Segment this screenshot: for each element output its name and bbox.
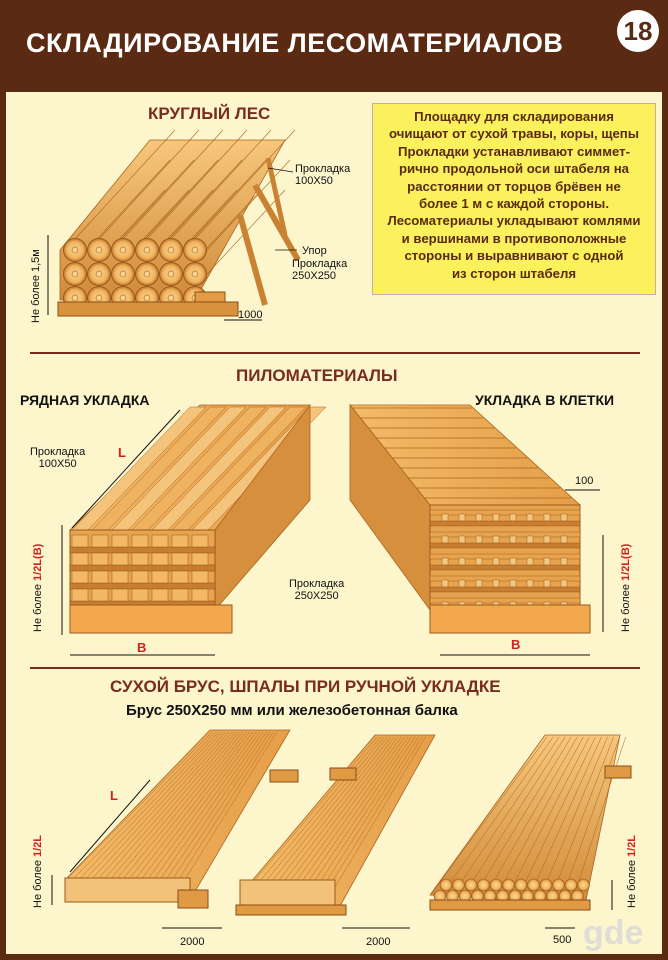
- row-board-end: [192, 535, 208, 547]
- cage-cross-end: [459, 536, 465, 543]
- cage-cross-end: [510, 558, 516, 565]
- row-board-end: [152, 553, 168, 565]
- poster-title: СКЛАДИРОВАНИЕ ЛЕСОМАТЕРИАЛОВ: [26, 28, 564, 58]
- row-board-end: [72, 535, 88, 547]
- log-end: [136, 239, 159, 262]
- label-stop: Упор: [302, 245, 327, 257]
- cage-cross-end: [442, 536, 448, 543]
- cage-dimension: 100: [575, 475, 594, 487]
- row-board-end: [172, 589, 188, 601]
- cage-layer: [430, 532, 580, 537]
- log-end: [88, 263, 111, 286]
- row-board-end: [152, 589, 168, 601]
- log-end: [184, 239, 207, 262]
- beam3-log-end: [440, 879, 452, 891]
- cage-cross-end: [493, 514, 499, 521]
- beams-dim-3: 500: [553, 934, 572, 946]
- cage-cross-end: [442, 514, 448, 521]
- cage-stacking-title: УКЛАДКА В КЛЕТКИ: [475, 392, 615, 408]
- row-board-end: [132, 535, 148, 547]
- info-lines: [379, 108, 649, 282]
- row-height-limit-value: 1/2L(B): [32, 543, 44, 581]
- round-timber-stack: [48, 130, 298, 320]
- row-stacking-title: РЯДНАЯ УКЛАДКА: [20, 392, 150, 408]
- log-end: [184, 263, 207, 286]
- info-line: стороны и выравнивают с одной: [404, 248, 624, 264]
- beams-height-left-value: 1/2L: [32, 834, 44, 857]
- beam3-spacer-top: [605, 766, 631, 778]
- beams-height-limit-left: [32, 835, 44, 908]
- beam3-log-end: [465, 879, 477, 891]
- cage-layer: [430, 543, 580, 548]
- cage-layer: [430, 565, 580, 570]
- cage-stacking-stack: [350, 405, 603, 655]
- beam1-spacer-top: [270, 770, 298, 782]
- beams-title: СУХОЙ БРУС, ШПАЛЫ ПРИ РУЧНОЙ УКЛАДКЕ: [110, 677, 501, 696]
- row-height-limit: [32, 544, 44, 632]
- beam3-log-end: [490, 879, 502, 891]
- beam3-log-end: [515, 879, 527, 891]
- beams-height-limit-right: [626, 835, 638, 908]
- row-base-spacer: [70, 605, 232, 633]
- log-end: [160, 239, 183, 262]
- cage-cross-end: [561, 536, 567, 543]
- row-board-end: [72, 553, 88, 565]
- row-length-label: L: [118, 445, 126, 460]
- log-end: [64, 239, 87, 262]
- beam1-top: [65, 730, 290, 900]
- cage-cross-end: [527, 558, 533, 565]
- beams-height-left-text: Не более: [32, 856, 44, 908]
- info-box: [372, 103, 656, 295]
- cage-cross-end: [442, 580, 448, 587]
- beam2-spacer-top: [330, 768, 356, 780]
- cage-cross-end: [527, 580, 533, 587]
- cage-cross-end: [561, 514, 567, 521]
- cage-base-spacer: [430, 605, 590, 633]
- row-height-limit-text: Не более: [32, 580, 44, 632]
- row-spacer-strip: [70, 565, 215, 571]
- row-board-end: [132, 589, 148, 601]
- info-line: Лесоматериалы укладывают комлями: [387, 213, 641, 229]
- row-width-label: B: [137, 640, 147, 655]
- cage-cross-end: [544, 536, 550, 543]
- watermark: gde: [583, 914, 644, 952]
- cage-layer: [430, 598, 580, 603]
- cage-layer: [430, 587, 580, 592]
- row-front-layers: [70, 535, 215, 607]
- round-timber-title: КРУГЛЫЙ ЛЕС: [148, 104, 271, 123]
- cage-cross-end: [544, 558, 550, 565]
- info-line: Площадку для складирования: [414, 109, 614, 124]
- cage-cross-end: [510, 580, 516, 587]
- label-spacer-large: Прокладка 250Х250: [292, 258, 348, 282]
- info-line: рично продольной оси штабеля на: [398, 161, 630, 177]
- row-label-spacer-small: Прокладка 100Х50: [30, 446, 86, 470]
- cage-height-limit: [620, 544, 632, 632]
- beam3-log-end: [578, 879, 590, 891]
- row-board-end: [192, 589, 208, 601]
- beam3-log-end: [553, 879, 565, 891]
- row-board-end: [192, 553, 208, 565]
- cage-cross-end: [561, 580, 567, 587]
- info-line: Прокладки устанавливают симмет-: [398, 143, 630, 159]
- row-spacer-strip: [70, 583, 215, 589]
- beam3-log-end: [478, 879, 490, 891]
- row-board-end: [172, 553, 188, 565]
- cage-layer: [430, 521, 580, 526]
- beam3-log-end: [528, 879, 540, 891]
- cage-cross-end: [476, 514, 482, 521]
- row-board-end: [112, 535, 128, 547]
- cage-cross-end: [510, 514, 516, 521]
- cage-cross-end: [442, 558, 448, 565]
- cage-cross-end: [527, 536, 533, 543]
- divider-2: [30, 667, 640, 669]
- row-label-spacer-large: Прокладка 250Х250: [289, 578, 345, 602]
- beams-length-label: L: [110, 788, 118, 803]
- round-height-limit: Не более 1,5м: [30, 249, 42, 323]
- cage-cross-end: [476, 536, 482, 543]
- label-spacer-small: Прокладка 100Х50: [295, 163, 351, 187]
- log-end: [136, 263, 159, 286]
- cage-width-label: B: [511, 637, 521, 652]
- row-spacer-strip: [70, 547, 215, 553]
- log-end: [160, 263, 183, 286]
- beam3-log-end: [565, 879, 577, 891]
- beam-stack-3: [430, 735, 631, 928]
- row-board-end: [112, 571, 128, 583]
- row-board-end: [72, 589, 88, 601]
- info-line: из сторон штабеля: [451, 265, 577, 281]
- stop-post-1: [240, 215, 265, 305]
- beam3-log-end: [453, 879, 465, 891]
- row-board-end: [112, 553, 128, 565]
- cage-cross-end: [510, 536, 516, 543]
- beams-height-right-value: 1/2L: [626, 834, 638, 857]
- row-board-end: [72, 571, 88, 583]
- info-line: более 1 м с каждой стороны.: [419, 196, 609, 212]
- row-board-end: [132, 553, 148, 565]
- row-board-end: [132, 571, 148, 583]
- poster-number-badge: 18: [617, 10, 659, 52]
- cage-cross-end: [476, 580, 482, 587]
- row-board-end: [192, 571, 208, 583]
- round-spacer-back: [58, 302, 238, 316]
- beam1-spacer-right: [178, 890, 208, 908]
- cage-layer: [430, 576, 580, 581]
- row-board-end: [152, 535, 168, 547]
- cage-cross-end: [493, 558, 499, 565]
- beam3-log-end: [540, 879, 552, 891]
- row-board-end: [172, 571, 188, 583]
- info-line: и вершинами в противоположные: [401, 230, 627, 246]
- info-line: очищают от сухой травы, коры, щепы: [388, 126, 640, 142]
- beam3-log-end: [503, 879, 515, 891]
- cage-height-limit-text: Не более: [620, 580, 632, 632]
- cage-cross-end: [493, 536, 499, 543]
- row-board-end: [92, 589, 108, 601]
- beams-subtitle: Брус 250Х250 мм или железобетонная балка: [126, 702, 458, 719]
- cage-cross-end: [527, 514, 533, 521]
- log-end: [112, 263, 135, 286]
- cage-layer: [430, 510, 580, 515]
- beams-dim-1: 2000: [180, 936, 205, 948]
- row-board-end: [92, 553, 108, 565]
- info-line: расстоянии от торцов брёвен не: [407, 178, 621, 194]
- cage-cross-end: [459, 580, 465, 587]
- round-dimension: 1000: [238, 309, 263, 321]
- row-board-end: [112, 589, 128, 601]
- row-board-end: [92, 535, 108, 547]
- cage-cross-end: [459, 558, 465, 565]
- log-end: [112, 239, 135, 262]
- sawn-timber-title: ПИЛОМАТЕРИАЛЫ: [236, 366, 398, 385]
- log-end: [64, 263, 87, 286]
- beams-height-right-text: Не более: [626, 856, 638, 908]
- log-end: [88, 239, 111, 262]
- row-board-end: [92, 571, 108, 583]
- cage-layer: [430, 554, 580, 559]
- cage-cross-end: [476, 558, 482, 565]
- row-board-end: [172, 535, 188, 547]
- row-stacking-stack: [62, 405, 326, 655]
- cage-cross-end: [459, 514, 465, 521]
- cage-cross-end: [544, 514, 550, 521]
- beam3-spacer: [430, 900, 590, 910]
- cage-cross-end: [493, 580, 499, 587]
- cage-cross-end: [561, 558, 567, 565]
- divider-1: [30, 352, 640, 354]
- cage-cross-end: [544, 580, 550, 587]
- beam1-front: [65, 878, 190, 902]
- beam2-spacer-left: [236, 905, 346, 915]
- beams-dim-2: 2000: [366, 936, 391, 948]
- cage-height-limit-value: 1/2L(B): [620, 543, 632, 581]
- row-board-end: [152, 571, 168, 583]
